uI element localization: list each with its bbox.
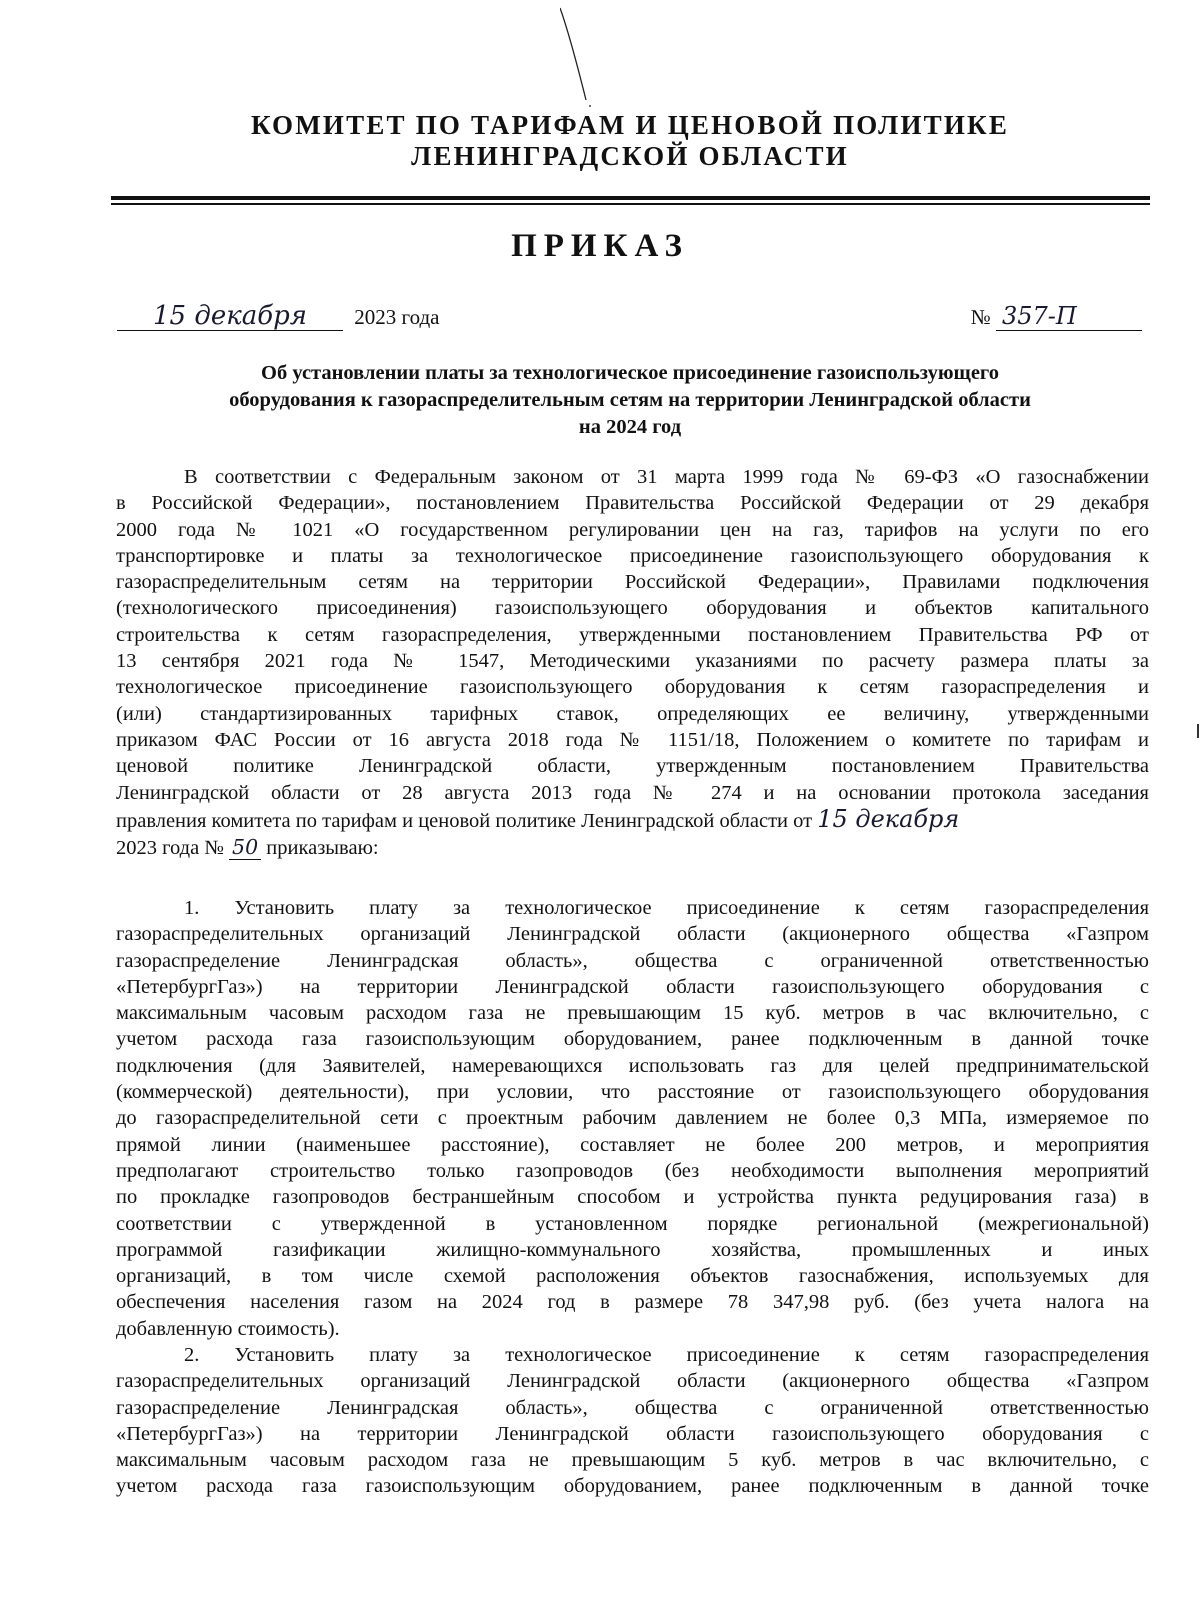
item-line: предполагают строительство только газопроводов (без необходимости выполнения мероприятий: [116, 1159, 1149, 1182]
item-line: газораспределение Ленинградская область», общества с ограниченной ответственностью: [116, 1396, 1149, 1419]
item-line: «ПетербургГаз») на территории Ленинградской области газоиспользующего оборудования с: [116, 1422, 1149, 1445]
intro-line: (или) стандартизированных тарифных ставок, определяющих ее величину, утвержденными: [116, 702, 1149, 725]
intro-line: в Российской Федерации», постановлением Правительства Российской Федерации от 29 декабря: [116, 492, 1149, 515]
document-subject: [110, 360, 1150, 441]
item-line: учетом расхода газа газоиспользующим оборудованием, ранее подключенным в данной точке: [116, 1028, 1149, 1051]
subject-line-1: Об установлении платы за технологическое присоединение газоиспользующего: [261, 362, 999, 384]
item-line: 2. Установить плату за технологическое присоединение к сетям газораспределения: [184, 1344, 1149, 1366]
item-line: программой газификации жилищно-коммунального хозяйства, промышленных и иных: [116, 1238, 1149, 1261]
item-line: газораспределительных организаций Ленинградской области (акционерного общества «Газпром: [116, 1370, 1149, 1393]
rule-thick: [111, 196, 1150, 200]
intro-line-with-protocol-date: [116, 806, 1149, 834]
item-line: организаций, в том числе схемой расположения объектов газоснабжения, используемых для: [116, 1265, 1149, 1288]
item-line: до газораспределительной сети с проектным рабочим давлением не более 0,3 МПа, измеряемое по: [116, 1107, 1149, 1130]
intro-line: строительства к сетям газораспределения, утвержденными постановлением Правительства РФ от: [116, 623, 1149, 646]
handwritten-number: 357-П: [996, 302, 1142, 331]
subject-line-3: на 2024 год: [578, 416, 682, 438]
intro-final-suffix: приказываю:: [266, 837, 379, 860]
order-item-1: [116, 895, 1149, 1342]
item-line: газораспределительных организаций Ленинградской области (акционерного общества «Газпром: [116, 923, 1149, 946]
item-line: максимальным часовым расходом газа не превышающим 5 куб. метров в час включительно, с: [116, 1449, 1149, 1472]
intro-line: 2000 года № 1021 «О государственном регулировании цен на газ, тарифов на услуги по его: [116, 518, 1149, 541]
intro-line: газораспределительным сетям на территории Российской Федерации», Правилами подключения: [116, 571, 1149, 594]
intro-line: ценовой политике Ленинградской области, утвержденным постановлением Правительства: [116, 755, 1149, 778]
intro-line: 13 сентября 2021 года № 1547, Методическими указаниями по расчету размера платы за: [116, 650, 1149, 673]
intro-line: (технологического присоединения) газоиспользующего оборудования и объектов капитального: [116, 597, 1149, 620]
intro-final-prefix: 2023 года №: [116, 837, 224, 860]
document-number: [971, 302, 1142, 331]
organization-line-2: ЛЕНИНГРАДСКОЙ ОБЛАСТИ: [411, 141, 849, 171]
item-line: «ПетербургГаз») на территории Ленинградской области газоиспользующего оборудования с: [116, 975, 1149, 998]
item-line: подключения (для Заявителей, намеревающихся использовать газ для целей предпринимательской: [116, 1054, 1149, 1077]
header-double-rule: [111, 196, 1150, 206]
handwritten-protocol-date: 15 декабря: [817, 804, 960, 833]
number-prefix: №: [970, 305, 991, 329]
intro-line: приказом ФАС России от 16 августа 2018 года № 1151/18, Положением о комитете по тарифам и: [116, 728, 1149, 751]
scan-margin-mark: [1197, 724, 1199, 738]
organization-header: [110, 110, 1150, 172]
item-line: соответствии с утвержденной в установленном порядке региональной (межрегиональной): [116, 1212, 1149, 1235]
intro-line: Ленинградской области от 28 августа 2013 года № 274 и на основании протокола заседания: [116, 781, 1149, 804]
order-item-2: [116, 1342, 1149, 1500]
handwritten-date: 15 декабря: [117, 302, 343, 331]
item-line: учетом расхода газа газоиспользующим оборудованием, ранее подключенным в данной точке: [116, 1475, 1149, 1498]
item-line: (коммерческой) деятельности), при условии, что расстояние от газоиспользующего оборудования: [116, 1081, 1149, 1104]
subject-line-2: оборудования к газораспределительным сетям на территории Ленинградской области: [229, 389, 1031, 411]
document-type-title: ПРИКАЗ: [511, 228, 689, 264]
handwritten-protocol-number: 50: [229, 835, 261, 860]
item-line: газораспределение Ленинградская область», общества с ограниченной ответственностью: [116, 949, 1149, 972]
rule-thin: [111, 203, 1150, 205]
pen-stroke-mark: [560, 0, 620, 120]
item-line: максимальным часовым расходом газа не превышающим 15 куб. метров в час включительно, с: [116, 1002, 1149, 1025]
item-line: по прокладке газопроводов бестраншейным способом и устройства пункта редуцирования газа) в: [116, 1186, 1149, 1209]
intro-line: В соответствии с Федеральным законом от 31 марта 1999 года № 69-ФЗ «О газоснабжении: [184, 466, 1149, 488]
organization-line-1: КОМИТЕТ ПО ТАРИФАМ И ЦЕНОВОЙ ПОЛИТИКЕ: [250, 110, 1010, 140]
item-line: обеспечения населения газом на 2024 год в размере 78 347,98 руб. (без учета налога на: [116, 1291, 1149, 1314]
intro-final-line: [116, 834, 1149, 861]
item-line: 1. Установить плату за технологическое присоединение к сетям газораспределения: [184, 897, 1149, 919]
intro-paragraph: [116, 464, 1149, 861]
intro-line: технологическое присоединение газоиспользующего оборудования к сетям газораспределения и: [116, 676, 1149, 699]
intro-line-text: правления комитета по тарифам и ценовой политике Ленинградской области от: [116, 809, 813, 832]
item-line: прямой линии (наименьшее расстояние), составляет не более 200 метров, и мероприятия: [116, 1133, 1149, 1156]
date-year: 2023 года: [354, 305, 440, 329]
intro-line: транспортировке и платы за технологическое присоединение газоиспользующего оборудования к: [116, 544, 1149, 567]
item-line: добавленную стоимость).: [116, 1317, 340, 1340]
document-date: [117, 302, 440, 331]
